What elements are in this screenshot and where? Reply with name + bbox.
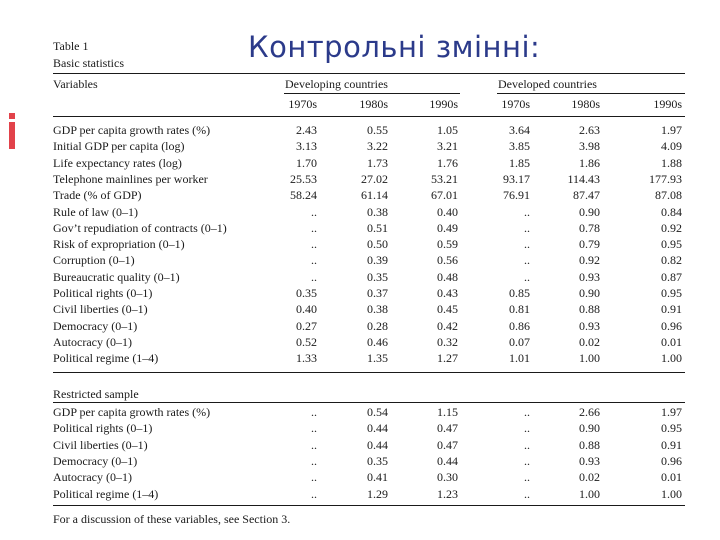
table-cell: 1.29	[367, 486, 388, 501]
table-cell: 3.21	[437, 139, 458, 154]
row-label: Political regime (1–4)	[53, 351, 159, 366]
table-cell: 0.93	[579, 269, 600, 284]
table-cell: 25.53	[290, 171, 317, 186]
row-label: Democracy (0–1)	[53, 318, 138, 333]
table-subtitle: Basic statistics	[53, 56, 124, 70]
row-label: Political rights (0–1)	[53, 421, 153, 436]
group-rule-developing	[284, 93, 460, 94]
table-cell: 0.38	[367, 204, 388, 219]
table-cell: ..	[524, 486, 530, 501]
table-cell: 0.86	[509, 318, 530, 333]
table-cell: 0.43	[437, 286, 458, 300]
slide-title: Контрольні змінні:	[248, 30, 541, 64]
accent-bar-bottom	[9, 122, 15, 149]
table-cell: 0.46	[367, 334, 388, 349]
table-cell: ..	[524, 421, 530, 436]
decade-header: 1970s	[288, 97, 317, 111]
table-cell: 0.95	[661, 421, 682, 436]
table-cell: 3.98	[579, 139, 600, 154]
table-cell: 1.01	[509, 351, 530, 366]
table-cell: 76.91	[503, 188, 530, 203]
table-cell: 0.01	[661, 470, 682, 485]
table-cell: ..	[311, 470, 317, 485]
table-cell: 1.27	[437, 351, 458, 366]
table-cell: 0.93	[579, 318, 600, 333]
table-cell: 0.40	[296, 302, 317, 317]
table-cell: 1.05	[437, 123, 458, 137]
row-label: GDP per capita growth rates (%)	[53, 123, 211, 137]
table-cell: 1.35	[367, 351, 388, 366]
table-cell: 0.28	[367, 318, 388, 333]
table-cell: 0.32	[437, 334, 458, 349]
decade-header: 1980s	[571, 97, 600, 111]
table-caption: Table 1	[53, 39, 89, 53]
table-cell: 0.49	[437, 220, 458, 235]
table-cell: 87.08	[655, 188, 682, 203]
table-cell: 0.88	[579, 302, 600, 317]
table-cell: 0.90	[579, 204, 600, 219]
table-cell: 0.44	[437, 453, 458, 468]
table-cell: 114.43	[567, 171, 600, 186]
row-label: Civil liberties (0–1)	[53, 437, 148, 452]
table-rule-restricted	[53, 402, 685, 403]
row-label: Autocracy (0–1)	[53, 470, 132, 485]
table-cell: 0.87	[661, 269, 682, 284]
table-cell: 0.44	[367, 437, 388, 452]
table-cell: 0.27	[296, 318, 317, 333]
table-cell: 0.51	[367, 220, 388, 235]
table-cell: ..	[524, 453, 530, 468]
variables-header: Variables	[53, 77, 98, 91]
table-cell: 0.52	[296, 334, 317, 349]
table-cell: 0.02	[579, 334, 600, 349]
table-cell: 1.88	[661, 155, 682, 170]
table-cell: ..	[311, 437, 317, 452]
table-cell: 0.56	[437, 253, 458, 268]
table-cell: 0.91	[661, 437, 682, 452]
table-cell: 0.55	[367, 123, 388, 137]
table-cell: 0.35	[367, 269, 388, 284]
table-rule-main-end	[53, 372, 685, 373]
table-cell: ..	[311, 237, 317, 252]
table-cell: 0.30	[437, 470, 458, 485]
table-cell: 0.85	[509, 286, 530, 300]
table-cell: 177.93	[649, 171, 682, 186]
table-cell: 0.82	[661, 253, 682, 268]
table-cell: 0.42	[437, 318, 458, 333]
table-cell: 1.85	[509, 155, 530, 170]
table-cell: 1.15	[437, 405, 458, 419]
table-cell: 0.35	[296, 286, 317, 300]
row-label: GDP per capita growth rates (%)	[53, 405, 211, 419]
table-cell: 27.02	[361, 171, 388, 186]
table-cell: 0.92	[661, 220, 682, 235]
table-cell: 0.01	[661, 334, 682, 349]
table-cell: ..	[524, 237, 530, 252]
row-label: Autocracy (0–1)	[53, 334, 132, 349]
group-header-developing: Developing countries	[285, 77, 388, 91]
table-cell: 3.13	[296, 139, 317, 154]
decade-header: 1970s	[501, 97, 530, 111]
table-cell: 1.23	[437, 486, 458, 501]
table-cell: 0.48	[437, 269, 458, 284]
table-cell: ..	[311, 204, 317, 219]
table-cell: 0.81	[509, 302, 530, 317]
table-cell: ..	[311, 269, 317, 284]
table-rule-header	[53, 116, 685, 117]
table-cell: 0.50	[367, 237, 388, 252]
table-cell: 0.47	[437, 437, 458, 452]
table-cell: 87.47	[573, 188, 600, 203]
table-cell: 1.00	[579, 486, 600, 501]
table-cell: 53.21	[431, 171, 458, 186]
table-cell: 2.63	[579, 123, 600, 137]
table-cell: 0.79	[579, 237, 600, 252]
table-cell: 2.43	[296, 123, 317, 137]
row-label: Telephone mainlines per worker	[53, 171, 208, 186]
table-cell: 67.01	[431, 188, 458, 203]
table-cell: 1.76	[437, 155, 458, 170]
row-label: Political rights (0–1)	[53, 286, 153, 300]
table-cell: 0.47	[437, 421, 458, 436]
row-label: Corruption (0–1)	[53, 253, 135, 268]
table-cell: ..	[311, 421, 317, 436]
table-cell: 0.02	[579, 470, 600, 485]
table-cell: 0.37	[367, 286, 388, 300]
table-cell: 0.96	[661, 453, 682, 468]
table-cell: ..	[524, 204, 530, 219]
table-footnote: For a discussion of these variables, see Section 3.	[53, 512, 291, 526]
accent-bar-top	[9, 113, 15, 119]
row-label: Bureaucratic quality (0–1)	[53, 269, 180, 284]
table-cell: 0.54	[367, 405, 388, 419]
row-label: Gov’t repudiation of contracts (0–1)	[53, 220, 227, 235]
table-cell: 1.00	[661, 351, 682, 366]
table-cell: ..	[524, 220, 530, 235]
row-label: Initial GDP per capita (log)	[53, 139, 185, 154]
table-cell: 1.73	[367, 155, 388, 170]
table-cell: 0.91	[661, 302, 682, 317]
table-cell: 0.84	[661, 204, 682, 219]
table-cell: 1.97	[661, 123, 682, 137]
decade-header: 1990s	[429, 97, 458, 111]
table-cell: ..	[524, 253, 530, 268]
row-label: Trade (% of GDP)	[53, 188, 142, 203]
table-cell: ..	[524, 405, 530, 419]
table-cell: ..	[311, 405, 317, 419]
table-cell: 0.07	[509, 334, 530, 349]
table-cell: 1.97	[661, 405, 682, 419]
group-rule-developed	[497, 93, 685, 94]
row-label: Risk of expropriation (0–1)	[53, 237, 185, 252]
table-cell: 58.24	[290, 188, 317, 203]
table-cell: 0.41	[367, 470, 388, 485]
row-label: Political regime (1–4)	[53, 486, 159, 501]
table-cell: 1.70	[296, 155, 317, 170]
table-cell: 3.64	[509, 123, 530, 137]
table-cell: ..	[311, 253, 317, 268]
table-cell: 3.85	[509, 139, 530, 154]
table-cell: 0.45	[437, 302, 458, 317]
table-cell: 0.40	[437, 204, 458, 219]
decade-header: 1990s	[653, 97, 682, 111]
table-cell: 1.00	[661, 486, 682, 501]
restricted-sample-label: Restricted sample	[53, 387, 139, 401]
table-cell: 0.96	[661, 318, 682, 333]
row-label: Democracy (0–1)	[53, 453, 138, 468]
table-cell: 3.22	[367, 139, 388, 154]
table-cell: 1.33	[296, 351, 317, 366]
table-cell: 0.78	[579, 220, 600, 235]
table-cell: 0.95	[661, 237, 682, 252]
table-cell: 0.95	[661, 286, 682, 300]
table-cell: 0.90	[579, 286, 600, 300]
table-cell: ..	[524, 470, 530, 485]
table-cell: 4.09	[661, 139, 682, 154]
table-cell: 1.00	[579, 351, 600, 366]
table-cell: 93.17	[503, 171, 530, 186]
table-cell: 0.92	[579, 253, 600, 268]
table-cell: ..	[311, 453, 317, 468]
table-cell: ..	[311, 486, 317, 501]
table-cell: ..	[524, 269, 530, 284]
decade-header: 1980s	[359, 97, 388, 111]
row-label: Rule of law (0–1)	[53, 204, 138, 219]
table-cell: 0.88	[579, 437, 600, 452]
table-rule-top	[53, 73, 685, 74]
table-cell: 0.59	[437, 237, 458, 252]
table-cell: 0.90	[579, 421, 600, 436]
table-cell: 0.38	[367, 302, 388, 317]
table-cell: ..	[311, 220, 317, 235]
table-cell: 0.39	[367, 253, 388, 268]
table-rule-bottom	[53, 505, 685, 506]
table-cell: 1.86	[579, 155, 600, 170]
table-cell: 2.66	[579, 405, 600, 419]
table-cell: 0.93	[579, 453, 600, 468]
table-cell: 0.35	[367, 453, 388, 468]
row-label: Civil liberties (0–1)	[53, 302, 148, 317]
group-header-developed: Developed countries	[498, 77, 597, 91]
row-label: Life expectancy rates (log)	[53, 155, 182, 170]
table-cell: 61.14	[361, 188, 388, 203]
table-cell: ..	[524, 437, 530, 452]
table-cell: 0.44	[367, 421, 388, 436]
